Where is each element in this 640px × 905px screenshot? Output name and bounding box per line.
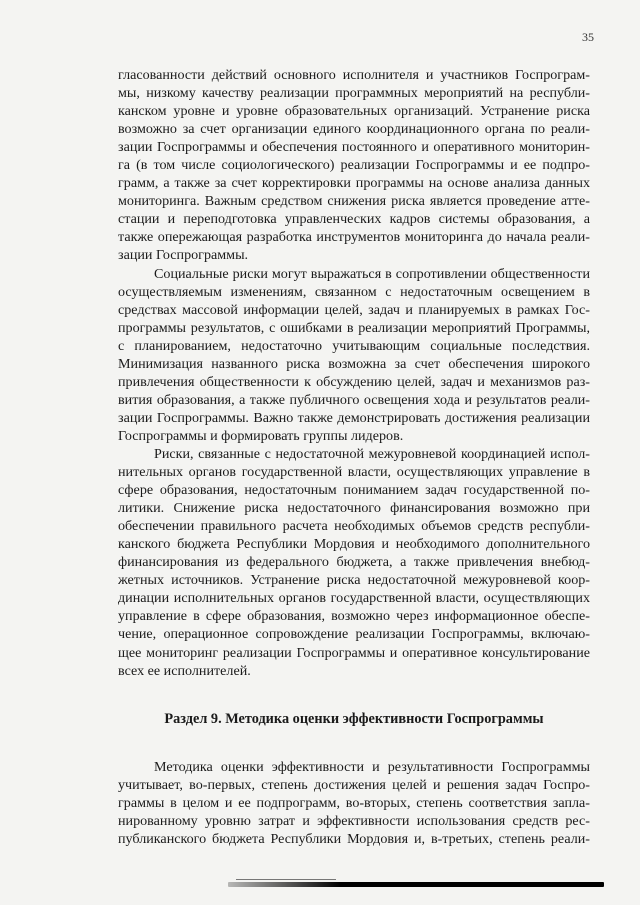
text-line: мониторинга. Важным средством снижения риска является проведение атте-: [118, 193, 590, 210]
text-line: литики. Снижение риска недостаточного финансирования возможно при: [118, 500, 590, 517]
text-line: гласованности действий основного исполнителя и участников Госпрограм-: [118, 67, 590, 83]
text-line: щее мониторинг реализации Госпрограммы и оперативное консультирование: [118, 644, 590, 661]
text-line: Риски, связанные с недостаточной межуровневой координацией испол-: [154, 445, 590, 462]
paragraph-1: [118, 66, 590, 265]
text-line: с планированием, недостаточно учитывающим социальные последствия.: [118, 337, 590, 354]
text-line: программы результатов, с ошибками в реализации мероприятий Программы,: [118, 319, 590, 336]
text-line: га (в том числе социологического) реализации Госпрограммы и ее подпро-: [118, 157, 590, 174]
text-line: зации Госпрограммы и обеспечения постоянного и оперативного мониторин-: [118, 139, 590, 156]
text-line: зации Госпрограммы.: [118, 247, 249, 264]
text-line: средствах массовой информации целей, задач и планируемых в рамках Гос-: [118, 301, 590, 318]
text-line: чение, операционное сопровождение реализации Госпрограммы, включаю-: [118, 626, 590, 643]
text-line: публиканского бюджета Республики Мордовия и, в-третьих, степень реали-: [118, 830, 590, 847]
text-line: жетных источников. Устранение риска недостаточной межуровневой коор-: [118, 572, 590, 589]
text-line: зации Госпрограммы. Важно также демонстрировать достижения реализации: [118, 409, 590, 426]
text-line: всех ее исполнителей.: [118, 662, 251, 679]
text-line: динации исполнительных органов государственной власти, осуществляющих: [118, 590, 590, 607]
scan-artifact-thin-line: [236, 879, 336, 880]
document-body: [118, 66, 590, 848]
text-line: грамм, а также за счет корректировки программы на основе анализа данных: [118, 175, 590, 192]
text-line: привлечения общественности к обсуждению целей, задач и механизмов раз-: [118, 373, 590, 390]
paragraph-coordination-risks: [118, 445, 590, 680]
text-line: канском уровне и уровне образовательных организаций. Устранение риска: [118, 103, 590, 120]
text-line: финансирования из федерального бюджета, а также привлечения внебюд-: [118, 554, 590, 571]
text-line: вития образования, а также публичного освещения хода и результатов реали-: [118, 391, 590, 408]
text-line: канского бюджета Республики Мордовия и необходимого дополнительного: [118, 536, 590, 553]
text-line: обеспечении правильного расчета необходимых объемов средств республи-: [118, 518, 590, 535]
section-heading: Раздел 9. Методика оценки эффективности Госпрограммы: [164, 710, 544, 727]
paragraph-social-risks: [118, 265, 590, 445]
text-line: управление в сфере образования, возможно через информационное обеспе-: [118, 608, 590, 625]
scan-artifact-bottom-line: [228, 882, 604, 887]
text-line: сфере образования, недостаточным пониманием задач государственной по-: [118, 482, 590, 499]
text-line: осуществляемым изменениям, связанном с недостаточным освещением в: [118, 283, 590, 300]
text-line: мы, низкому качеству реализации программных мероприятий на республи-: [118, 85, 590, 102]
section-paragraph: [118, 758, 590, 848]
text-line: нительных органов государственной власти, осуществляющих управление в: [118, 464, 590, 481]
text-line: нированному уровню затрат и эффективности использования средств рес-: [118, 812, 590, 829]
text-line: Методика оценки эффективности и результативности Госпрограммы: [154, 758, 590, 775]
text-line: Минимизация названного риска возможна за счет обеспечения широкого: [118, 355, 590, 372]
page-number: 35: [582, 30, 594, 44]
text-line: граммы в целом и ее подпрограмм, во-вторых, степень соответствия запла-: [118, 794, 590, 811]
text-line: Госпрограммы и формировать группы лидеров.: [118, 427, 404, 444]
text-line: стации и переподготовка управленческих кадров системы образования, а: [118, 211, 590, 228]
text-line: учитывает, во-первых, степень достижения целей и решения задач Госпро-: [118, 776, 590, 793]
text-line: также опережающая разработка инструментов мониторинга до начала реали-: [118, 229, 590, 246]
text-line: возможно за счет организации единого координационного органа по реали-: [118, 121, 590, 138]
text-line: Социальные риски могут выражаться в сопротивлении общественности: [154, 265, 590, 282]
